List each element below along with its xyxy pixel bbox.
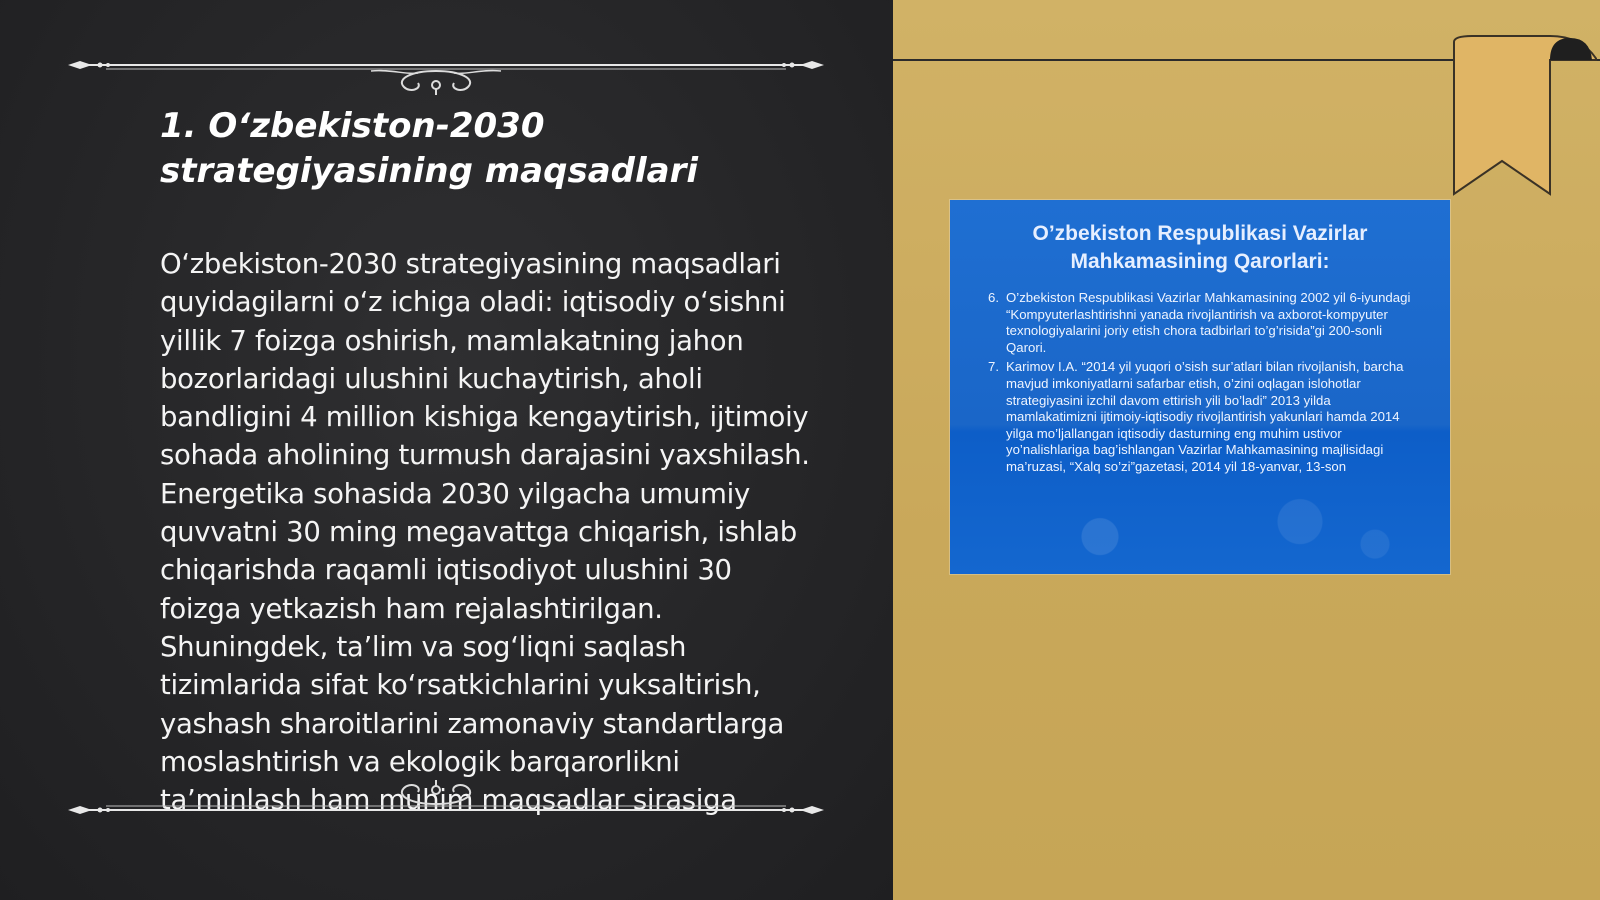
list-item-number: 7. bbox=[988, 359, 999, 375]
card-reference-list bbox=[988, 290, 1418, 479]
embedded-slide-image bbox=[950, 200, 1450, 574]
list-item-text: O’zbekiston Respublikasi Vazirlar Mahkamasining 2002 yil 6-iyundagi “Kompyuterlashtirishni yanada rivojlantirish va axborot-kompyuter texnologiyalarini joriy etish chora tadbirlari to’g’risida”gi 200-sonli Qarori. bbox=[1006, 290, 1411, 355]
list-item-number: 6. bbox=[988, 290, 999, 305]
slide-body-text: O‘zbekiston-2030 strategiyasining maqsadlari quyidagilarni o‘z ichiga oladi: iqtisodiy o‘sishni yillik 7 foizga oshirish, mamlakatning jahon bozorlaridagi ulushini kuchaytirish, aholi bandligini 4 million kishiga kengaytirish, ijtimoiy sohada aholining turmush darajasini yaxshilash. Energetika sohasida 2030 yilgacha umumiy quvvatni 30 ming megavattga chiqarish, ishlab chiqarishda raqamli iqtisodiyot ulushini 30 foizga yetkazish ham rejalashtirilgan. Shuningdek, ta’lim va sog‘liqni saqlash tizimlarida sifat ko‘rsatkichlarini yuksaltirish, yashash sharoitlarini zamonaviy standartlarga moslashtirish va ekologik barqarorlikni ta’minlash ham muhim maqsadlar sirasiga bbox=[160, 248, 810, 817]
slide-title: 1. O‘zbekiston-2030 strategiyasining maqsadlari bbox=[160, 106, 698, 191]
list-item bbox=[988, 290, 1418, 356]
ornament-divider-top bbox=[66, 45, 826, 95]
list-item-text: Karimov I.A. “2014 yil yuqori o’sish sur’atlari bilan rivojlanish, barcha mavjud imkoniyatlarni safarbar etish, o’zini oqlagan islohotlar strategiyasini izchil davom ettirish yili bo’ladi” 2013 yilda mamlakatimizni ijtimoiy-iqtisodiy rivojlantirish yakunlari hamda 2014 yilga mo’ljallangan iqtisodiy dasturning eng muhim ustivor yo’nalishlariga bag’ishlangan Vazirlar Mahkamasining majlisidagi ma’ruzasi, “Xalq so’zi”gazetasi, 2014 yil 18-yanvar, 13-son bbox=[1006, 359, 1404, 474]
list-item bbox=[988, 359, 1418, 475]
ribbon-bookmark-icon bbox=[1432, 34, 1597, 204]
card-title: O’zbekiston Respublikasi Vazirlar Mahkamasining Qarorlari: bbox=[1032, 222, 1368, 273]
ornament-divider-bottom bbox=[66, 780, 826, 830]
